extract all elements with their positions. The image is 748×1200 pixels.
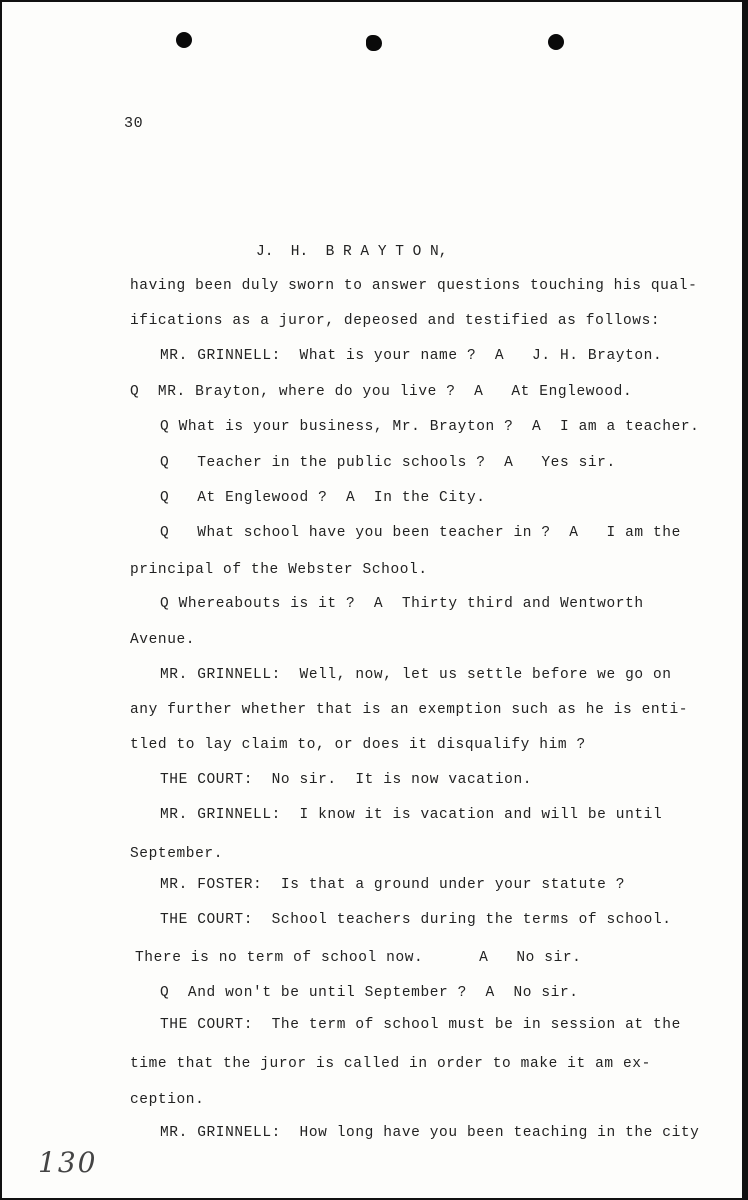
scan-border-left <box>0 0 2 1200</box>
transcript-line: Q Teacher in the public schools ? A Yes sir. <box>160 455 616 471</box>
transcript-line: Q What is your business, Mr. Brayton ? A I am a teacher. <box>160 419 700 435</box>
transcript-line: Q MR. Brayton, where do you live ? A At Englewood. <box>130 384 633 400</box>
transcript-line: MR. GRINNELL: How long have you been teaching in the city <box>160 1125 700 1141</box>
punch-hole <box>176 32 192 48</box>
scan-border-top <box>0 0 748 2</box>
punch-hole <box>548 34 564 50</box>
scan-border-right <box>742 0 748 1200</box>
transcript-line: MR. GRINNELL: What is your name ? A J. H. Brayton. <box>160 348 663 364</box>
transcript-line: There is no term of school now. A No sir. <box>135 950 582 966</box>
transcript-line: THE COURT: No sir. It is now vacation. <box>160 772 533 788</box>
transcript-line: Q What school have you been teacher in ? A I am the <box>160 525 681 541</box>
transcript-line: Q And won't be until September ? A No sir. <box>160 985 579 1001</box>
page-number: 30 <box>124 115 144 132</box>
transcript-line: ifications as a juror, depeosed and testified as follows: <box>130 313 661 329</box>
transcript-line: September. <box>130 846 224 862</box>
transcript-line: time that the juror is called in order to make it am ex- <box>130 1056 651 1072</box>
transcript-line: THE COURT: The term of school must be in session at the <box>160 1017 681 1033</box>
transcript-line: Q Whereabouts is it ? A Thirty third and Wentworth <box>160 596 644 612</box>
punch-hole <box>366 35 382 51</box>
witness-heading: J. H. B R A Y T O N, <box>256 244 448 260</box>
transcript-line: ception. <box>130 1092 205 1108</box>
transcript-line: having been duly sworn to answer questions touching his qual- <box>130 278 698 294</box>
transcript-line: MR. GRINNELL: Well, now, let us settle before we go on <box>160 667 672 683</box>
transcript-line: MR. FOSTER: Is that a ground under your statute ? <box>160 877 626 893</box>
transcript-line: THE COURT: School teachers during the terms of school. <box>160 912 672 928</box>
transcript-line: Q At Englewood ? A In the City. <box>160 490 486 506</box>
transcript-line: tled to lay claim to, or does it disqualify him ? <box>130 737 586 753</box>
handwritten-page-number: 130 <box>38 1146 98 1179</box>
transcript-line: MR. GRINNELL: I know it is vacation and will be until <box>160 807 663 823</box>
transcript-line: any further whether that is an exemption such as he is enti- <box>130 702 689 718</box>
transcript-line: principal of the Webster School. <box>130 562 428 578</box>
transcript-line: Avenue. <box>130 632 196 648</box>
